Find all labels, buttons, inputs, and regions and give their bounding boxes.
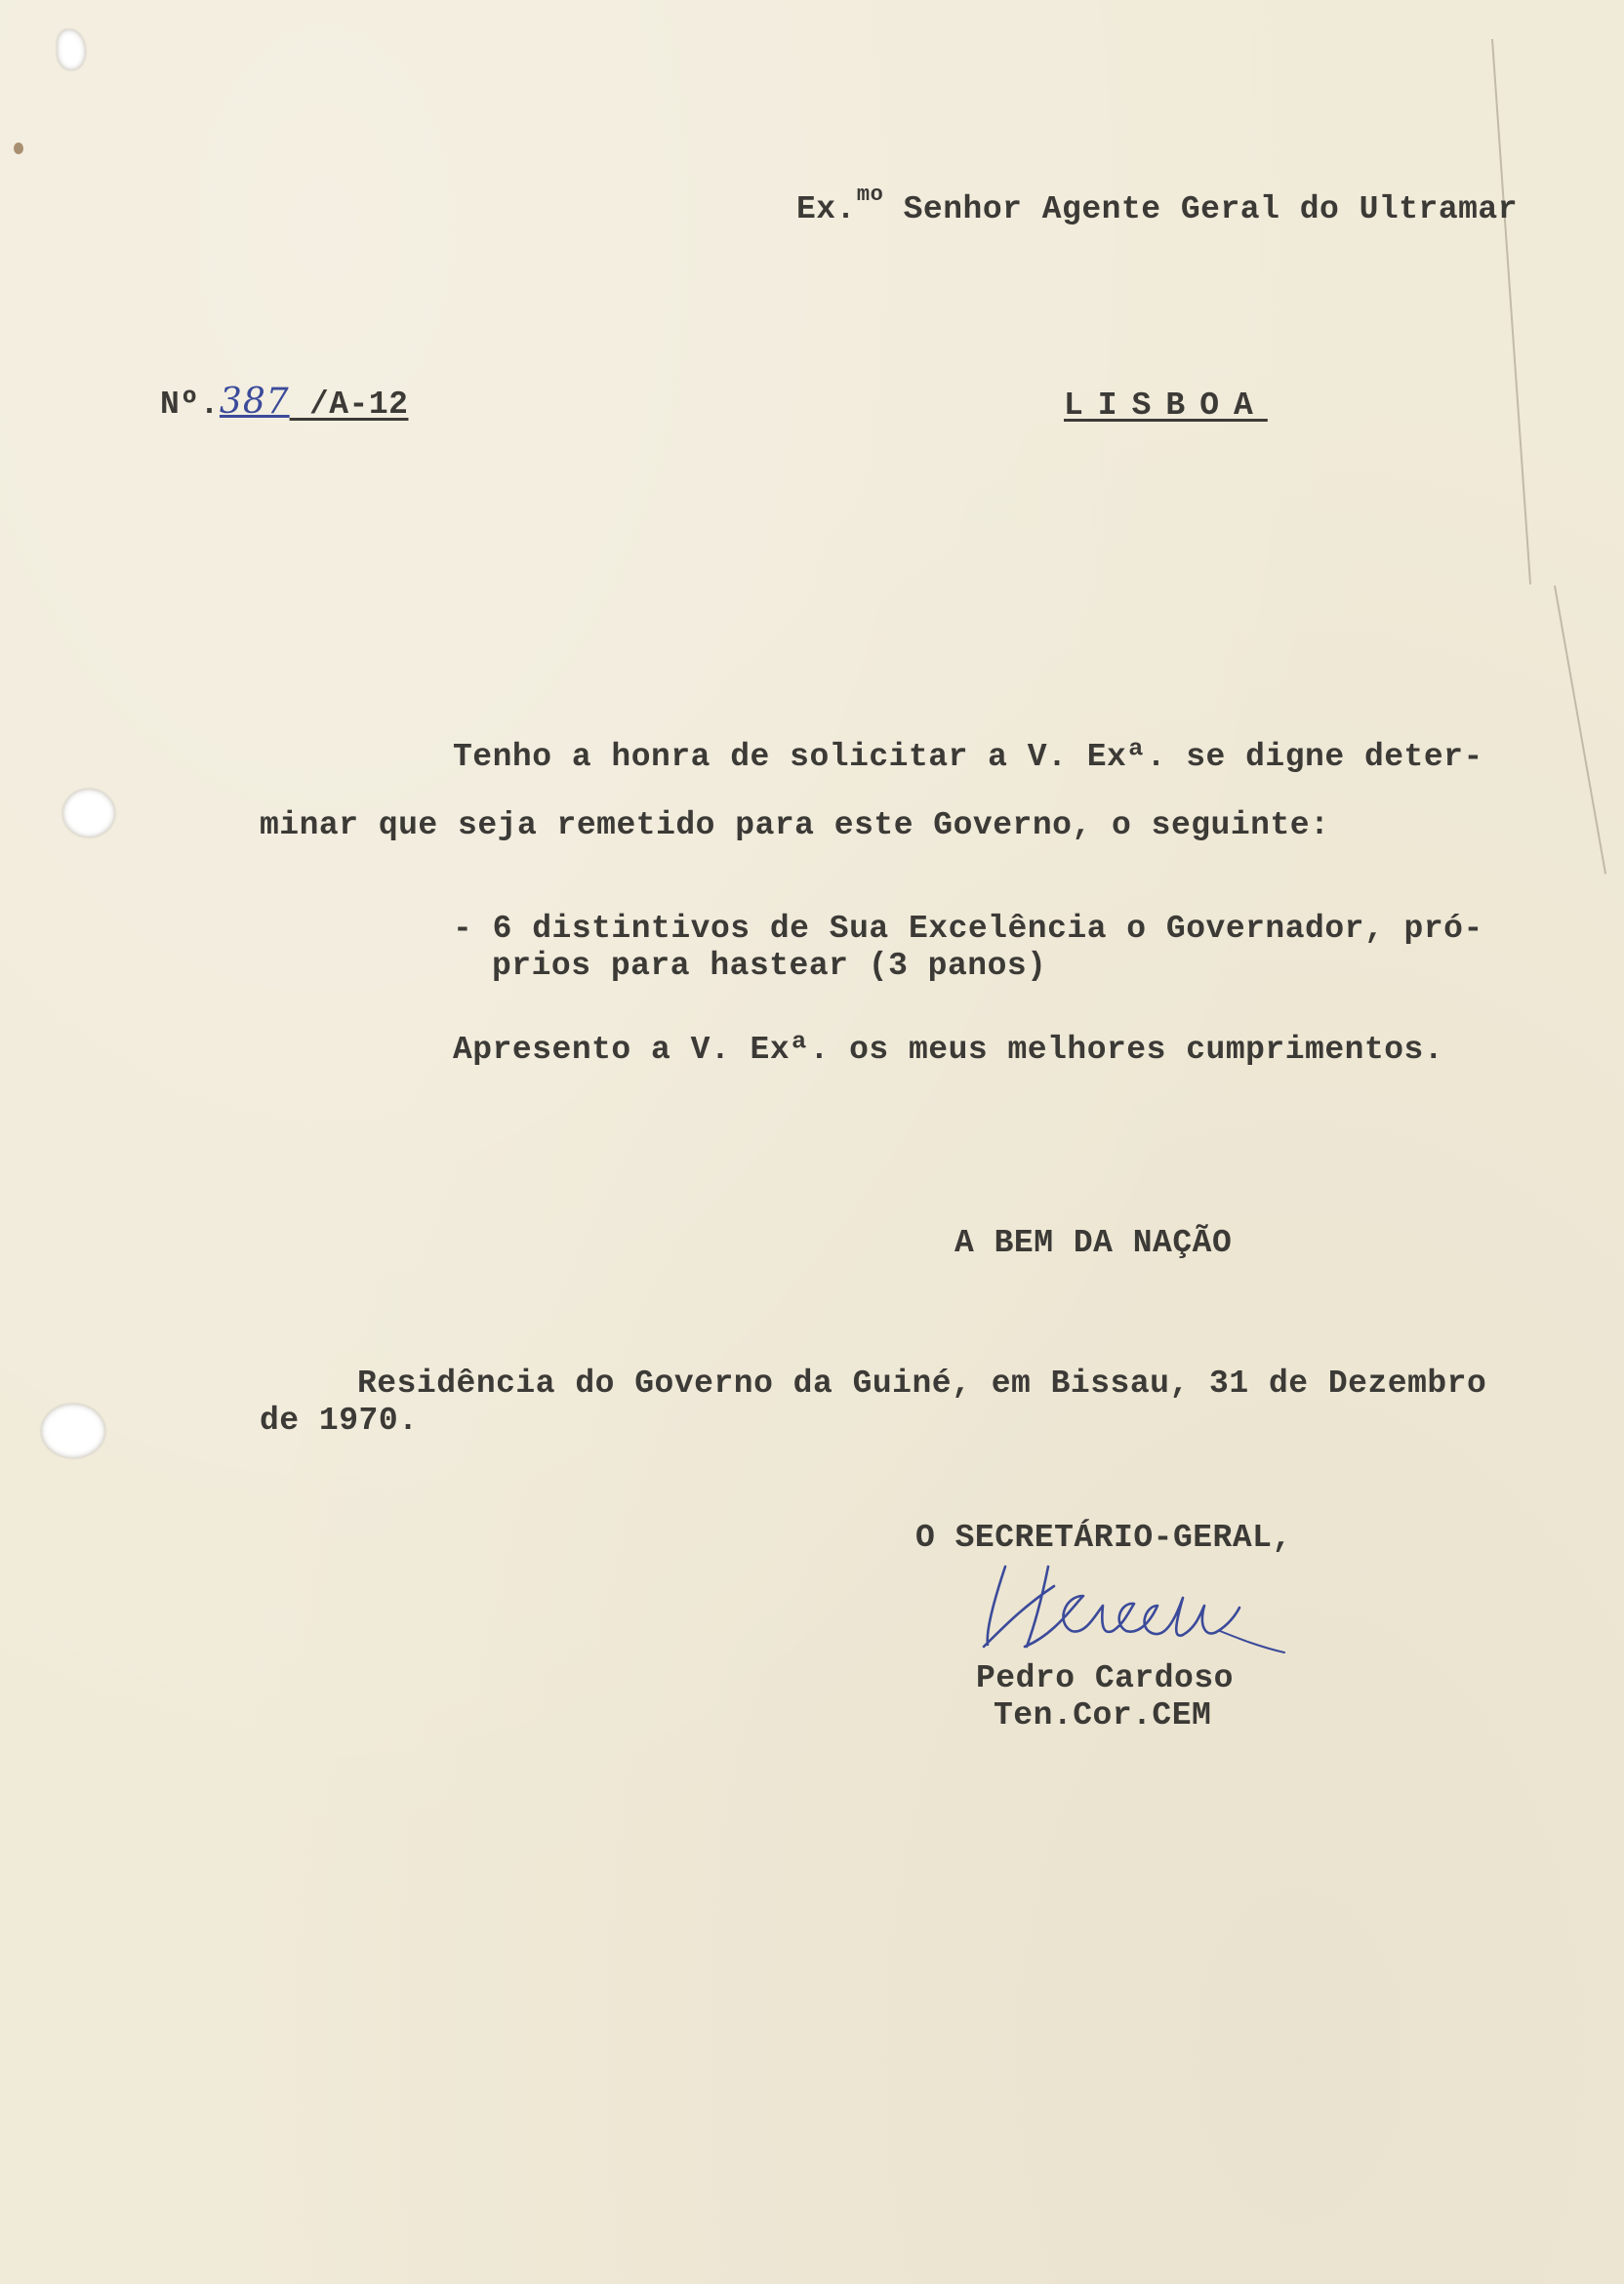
motto: A BEM DA NAÇÃO	[954, 1225, 1233, 1261]
ref-prefix: Nº.	[160, 387, 220, 423]
reference-number	[160, 383, 408, 425]
ref-number-handwritten: 387	[219, 382, 290, 422]
torn-corner	[57, 29, 86, 70]
closing-line: Apresento a V. Exª. os meus melhores cumprimentos.	[453, 1032, 1444, 1068]
place-date-line-2: de 1970.	[260, 1403, 419, 1439]
signature-stroke-1	[984, 1567, 1239, 1647]
place-date-line-1: Residência do Governo da Guiné, em Bissau, 31 de Dezembro	[357, 1366, 1487, 1402]
salutation-prefix: Ex.	[796, 191, 856, 227]
item-line-2: prios para hastear (3 panos)	[492, 948, 1047, 984]
salutation-rest: Senhor Agente Geral do Ultramar	[883, 191, 1519, 227]
city: LISBOA	[1064, 387, 1268, 424]
crease-right	[1491, 39, 1531, 585]
ink-spot	[14, 143, 23, 154]
paragraph-line-2: minar que seja remetido para este Governo, o seguinte:	[260, 807, 1330, 843]
ref-suffix: /A-12	[289, 387, 409, 423]
punch-hole-bottom	[41, 1404, 105, 1458]
item-line-1: - 6 distintivos de Sua Excelência o Governador, pró-	[453, 911, 1483, 947]
crease-right-lower	[1554, 586, 1606, 875]
signer-rank: Ten.Cor.CEM	[994, 1697, 1212, 1733]
salutation	[796, 176, 1518, 229]
paragraph-line-1: Tenho a honra de solicitar a V. Exª. se digne deter-	[453, 739, 1483, 775]
handwritten-signature	[966, 1537, 1298, 1664]
salutation-superscript: mo	[856, 183, 884, 207]
punch-hole-top	[62, 789, 115, 837]
signature-stroke-2	[1220, 1631, 1284, 1652]
signer-name: Pedro Cardoso	[976, 1660, 1234, 1696]
signer-title: O SECRETÁRIO-GERAL,	[915, 1520, 1292, 1556]
